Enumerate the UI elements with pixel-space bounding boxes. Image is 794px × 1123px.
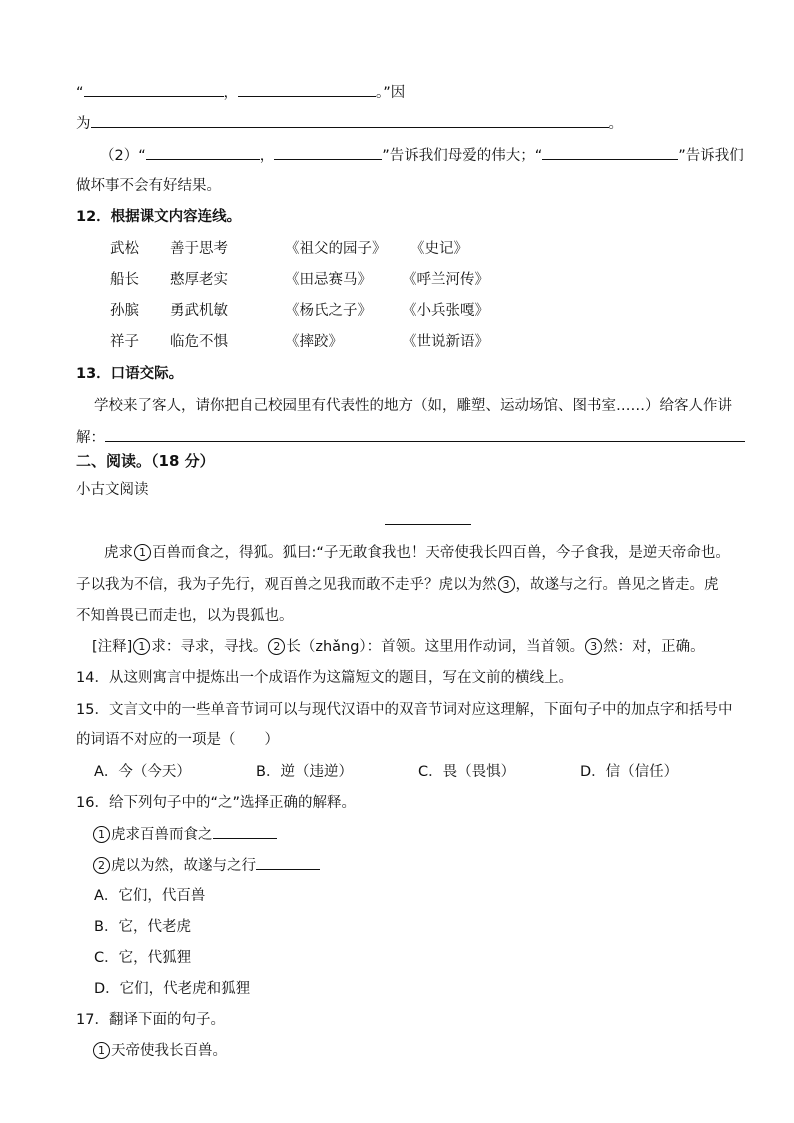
answer-label: 解： (76, 430, 105, 446)
q14-text: 14．从这则寓言中提炼出一个成语作为这篇短文的题目，写在文前的横线上。 (76, 670, 573, 686)
q11-line-3 (100, 145, 744, 166)
q12-trait[interactable]: 憨厚老实 (170, 272, 228, 288)
text-wei: 为 (76, 116, 91, 132)
sub-question-2: （2）“ (100, 148, 146, 164)
answer-blank[interactable] (256, 855, 320, 870)
comma: ， (259, 148, 275, 164)
sentence: 虎以为然，故遂与之行 (111, 858, 256, 874)
q11-line-2 (76, 113, 623, 134)
q12-title-a[interactable]: 《杨氏之子》 (285, 303, 372, 319)
text: 百兽而食之，得狐。狐曰:“子无敢食我也！天帝使我长四百兽，今子食我，是逆天帝命也。 (152, 545, 730, 561)
note-3: 然：对，正确。 (603, 639, 705, 655)
q13-answer-line (76, 427, 745, 448)
q12-title-b[interactable]: 《呼兰河传》 (402, 272, 489, 288)
annotation-marker-2: 2 (268, 638, 285, 655)
annotation-marker-3: 3 (498, 576, 515, 593)
q13-title: 13．口语交际。 (76, 366, 184, 382)
q15-option-c[interactable]: C．畏（畏惧） (418, 764, 516, 780)
answer-blank[interactable] (146, 145, 260, 160)
answer-blank[interactable] (274, 145, 382, 160)
q13-text: 学校来了客人，请你把自己校园里有代表性的地方（如，雕塑、运动场馆、图书室……）给客人作讲 (94, 398, 732, 414)
annotation-marker-1: 1 (133, 638, 150, 655)
note-2: 长（zhǎng）：首领。这里用作动词，当首领。 (286, 639, 585, 655)
annotation-marker-1: 1 (134, 544, 151, 561)
q11-line-1 (76, 82, 405, 103)
passage-notes (92, 637, 705, 657)
q12-person[interactable]: 船长 (110, 272, 139, 288)
q12-person[interactable]: 祥子 (110, 334, 139, 350)
note-1: 求：寻求，寻找。 (151, 639, 268, 655)
text: ”告诉我们 (678, 148, 744, 164)
quote-open: “ (76, 85, 84, 101)
section-2-subtitle: 小古文阅读 (76, 482, 149, 498)
q12-title: 12．根据课文内容连线。 (76, 209, 242, 225)
passage-line-2 (76, 575, 719, 595)
passage-line-3: 不知兽畏已而走也，以为畏狐也。 (76, 608, 294, 624)
q12-trait[interactable]: 临危不惧 (170, 334, 228, 350)
q12-person[interactable]: 孙膑 (110, 303, 139, 319)
q15-option-d[interactable]: D．信（信任） (580, 764, 679, 780)
q16-option-c[interactable]: C．它，代狐狸 (94, 950, 192, 966)
q16-sentence-1 (92, 824, 277, 845)
q12-title-b[interactable]: 《史记》 (410, 241, 468, 257)
answer-blank[interactable] (238, 82, 376, 97)
item-marker-2: 2 (93, 857, 110, 874)
q11-line-4: 做坏事不会有好结果。 (76, 178, 221, 194)
q17-title: 17．翻译下面的句子。 (76, 1012, 225, 1028)
q16-title: 16．给下列句子中的“之”选择正确的解释。 (76, 795, 356, 811)
q12-title-b[interactable]: 《小兵张嘎》 (402, 303, 489, 319)
quote-close: 。”因 (376, 85, 406, 101)
q12-trait[interactable]: 善于思考 (170, 241, 228, 257)
notes-label: [注释] (92, 639, 133, 655)
q12-title-a[interactable]: 《祖父的园子》 (285, 241, 387, 257)
q17-sentence-1 (92, 1041, 227, 1061)
period: 。 (608, 116, 623, 132)
q15-option-b[interactable]: B．逆（违逆） (256, 764, 353, 780)
answer-blank[interactable] (105, 427, 745, 442)
section-2-title: 二、阅读。（18 分） (76, 452, 215, 470)
q15-option-a[interactable]: A．今（今天） (94, 764, 191, 780)
item-marker-1: 1 (93, 1042, 110, 1059)
text: 虎求 (104, 545, 133, 561)
text: 子以我为不信，我为子先行，观百兽之见我而敢不走乎？虎以为然 (76, 577, 497, 593)
sentence: 虎求百兽而食之 (111, 827, 213, 843)
answer-blank[interactable] (84, 82, 224, 97)
item-marker-1: 1 (93, 826, 110, 843)
sentence: 天帝使我长百兽。 (111, 1043, 227, 1059)
q12-title-b[interactable]: 《世说新语》 (402, 334, 489, 350)
passage-title-blank[interactable] (385, 524, 471, 525)
q12-trait[interactable]: 勇武机敏 (170, 303, 228, 319)
q12-person[interactable]: 武松 (110, 241, 139, 257)
text: ，故遂与之行。兽见之皆走。虎 (515, 577, 719, 593)
q15-line-2: 的词语不对应的一项是（ ） (76, 732, 279, 748)
comma: ， (223, 85, 239, 101)
annotation-marker-3: 3 (585, 638, 602, 655)
answer-blank[interactable] (213, 824, 277, 839)
answer-blank[interactable] (542, 145, 678, 160)
q15-line-1: 15．文言文中的一些单音节词可以与现代汉语中的双音节词对应这理解，下面句子中的加点字和括号中 (76, 702, 733, 718)
q12-title-a[interactable]: 《田忌赛马》 (285, 272, 372, 288)
q16-sentence-2 (92, 855, 320, 876)
q16-option-b[interactable]: B．它，代老虎 (94, 919, 191, 935)
passage-line-1 (104, 543, 730, 563)
q16-option-d[interactable]: D．它们，代老虎和狐狸 (94, 981, 251, 997)
answer-blank[interactable] (91, 113, 609, 128)
q12-title-a[interactable]: 《摔跤》 (285, 334, 343, 350)
q16-option-a[interactable]: A．它们，代百兽 (94, 888, 206, 904)
text: ”告诉我们母爱的伟大；“ (382, 148, 543, 164)
